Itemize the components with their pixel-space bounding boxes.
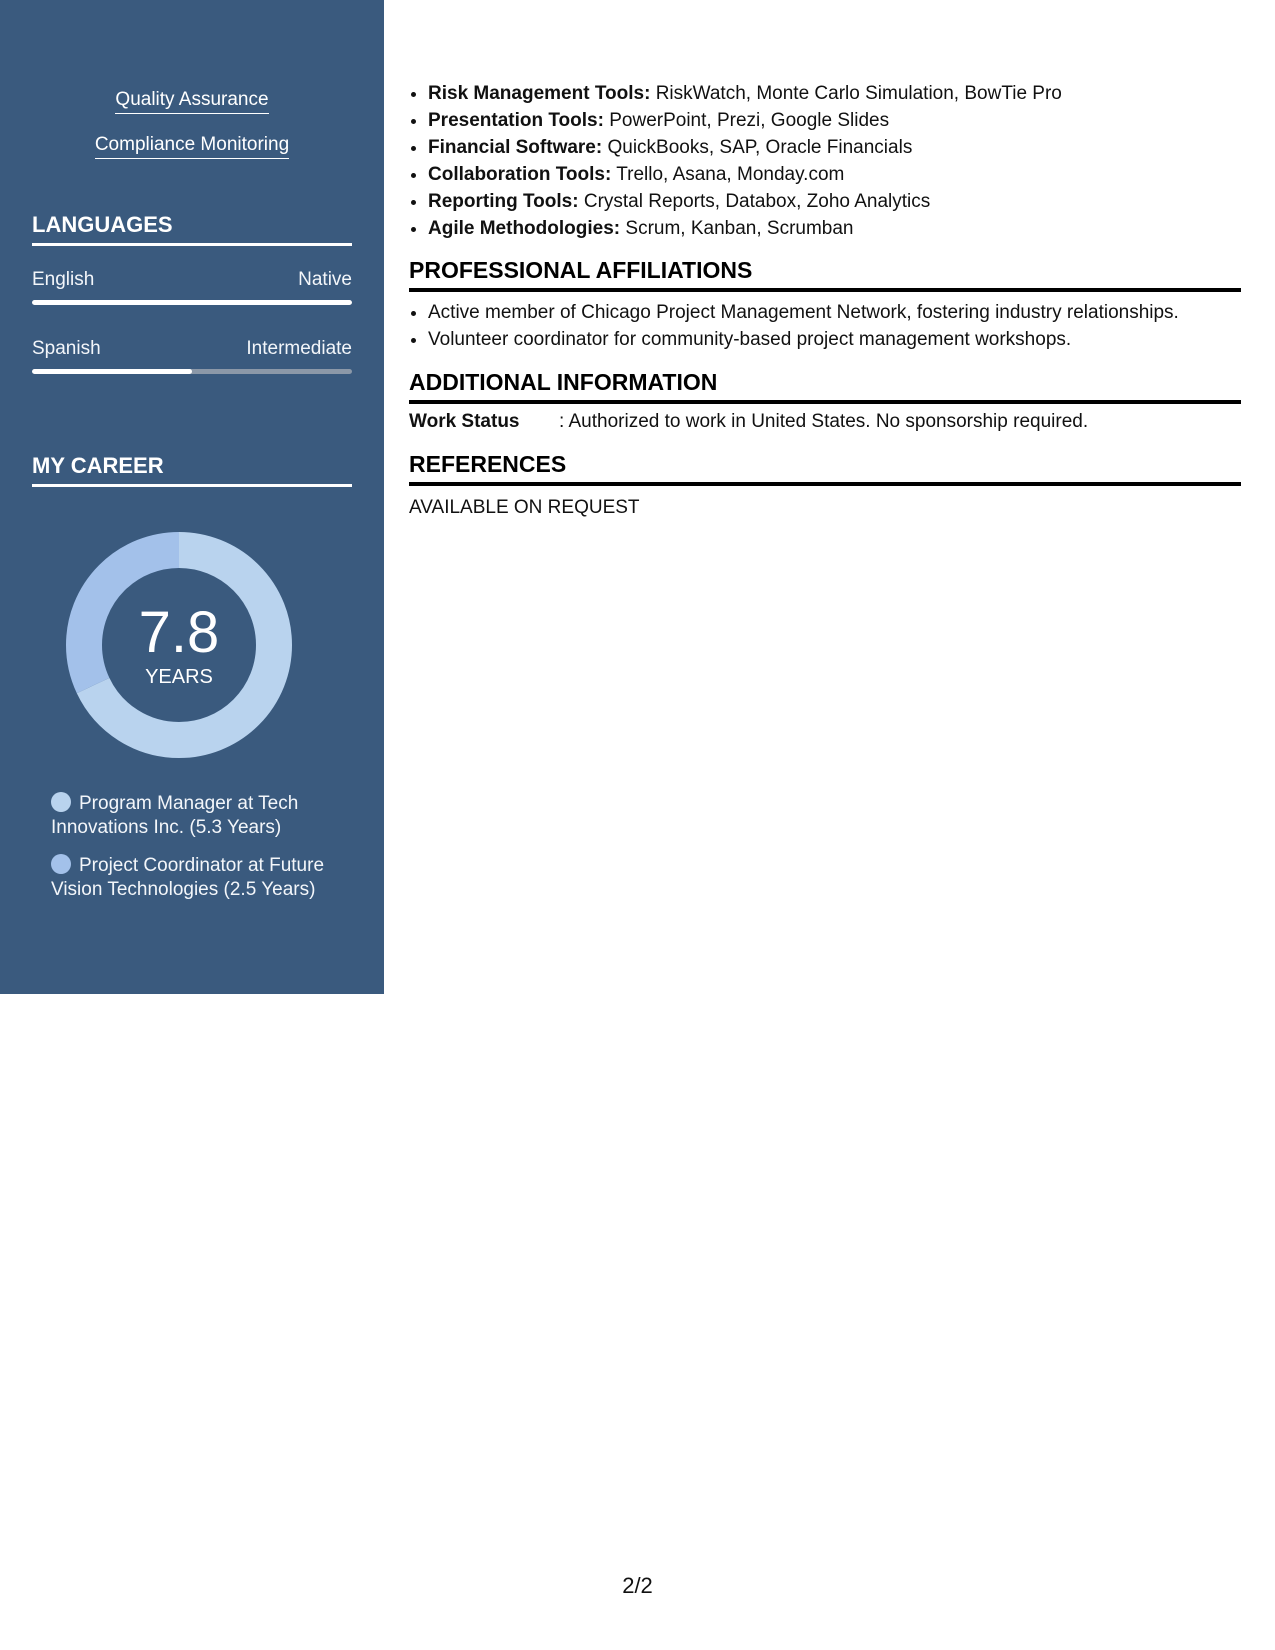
language-row [32,337,352,361]
affiliations-list [409,299,1260,353]
language-proficiency-bar [32,300,352,305]
affiliations-heading: PROFESSIONAL AFFILIATIONS [409,256,1241,292]
tool-values: Trello, Asana, Monday.com [616,164,845,185]
tool-category: Risk Management Tools: [428,83,651,104]
career-legend-dot [51,792,71,812]
languages-heading: LANGUAGES [32,211,352,246]
skill-tag-label: Quality Assurance [115,88,268,114]
language-level: Native [298,269,352,290]
list-item: • Volunteer coordinator for community-based project management workshops. [428,326,1260,353]
list-item: • Active member of Chicago Project Management Network, fostering industry relationships. [428,299,1260,326]
tools-list [409,80,1260,242]
language-name: Spanish [32,338,101,359]
tool-values: PowerPoint, Prezi, Google Slides [609,110,890,131]
work-status-label: Work Status [409,411,520,432]
list-item [428,215,1260,242]
career-item [51,792,341,840]
list-item [428,134,1260,161]
career-total-years: 7.8 [138,600,220,665]
language-row [32,268,352,292]
language-proficiency-bar [32,369,352,374]
career-item-text: Program Manager at Tech Innovations Inc. (5.3 Years) [51,793,299,838]
language-level: Intermediate [246,338,352,359]
page-number: 2/2 [622,1573,653,1598]
tool-category: Presentation Tools: [428,110,604,131]
tool-values: RiskWatch, Monte Carlo Simulation, BowTie Pro [655,83,1062,104]
skill-tag-label: Compliance Monitoring [95,133,289,159]
tool-category: Financial Software: [428,137,603,158]
career-legend-dot [51,854,71,874]
skill-tag [0,133,384,159]
tool-category: Agile Methodologies: [428,218,621,239]
work-status-value: : Authorized to work in United States. No sponsorship required. [559,411,1089,432]
list-item [428,80,1260,107]
tool-category: Reporting Tools: [428,191,579,212]
skill-tag [0,88,384,114]
references-heading: REFERENCES [409,450,1241,486]
language-proficiency-fill [32,369,192,374]
additional-info-heading: ADDITIONAL INFORMATION [409,368,1241,404]
tool-values: Crystal Reports, Databox, Zoho Analytics [583,191,931,212]
tool-values: Scrum, Kanban, Scrumban [625,218,854,239]
career-item-text: Project Coordinator at Future Vision Technologies (2.5 Years) [51,855,325,900]
tool-category: Collaboration Tools: [428,164,612,185]
list-item [428,188,1260,215]
tool-values: QuickBooks, SAP, Oracle Financials [607,137,913,158]
work-status-row [409,408,1241,435]
language-proficiency-fill [32,300,352,305]
career-total-unit: YEARS [145,666,213,688]
references-text: AVAILABLE ON REQUEST [409,497,640,518]
career-heading: MY CAREER [32,452,352,487]
sidebar [0,0,384,994]
language-name: English [32,269,95,290]
list-item [428,161,1260,188]
career-item [51,854,341,902]
list-item [428,107,1260,134]
